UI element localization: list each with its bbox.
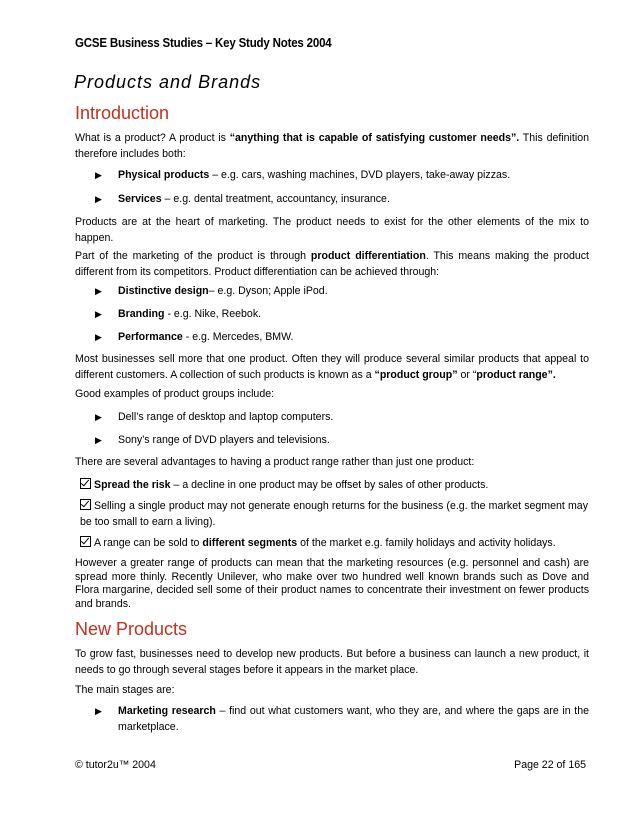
arrow-bullet-icon: ▶ bbox=[95, 435, 102, 445]
list-item bbox=[95, 167, 589, 183]
bullet-text: - e.g. Nike, Reebok. bbox=[164, 308, 262, 320]
arrow-bullet-icon: ▶ bbox=[95, 194, 102, 204]
bullet-term: Physical products bbox=[118, 169, 210, 181]
bullet-text: – e.g. dental treatment, accountancy, insurance. bbox=[161, 193, 390, 205]
intro-paragraph bbox=[75, 130, 589, 162]
text: This definition therefore includes both: bbox=[75, 132, 589, 160]
checklist-item bbox=[80, 498, 588, 530]
bullet-text: – find out what customers want, who they are, and where the gaps are in the marketplace. bbox=[118, 705, 590, 733]
arrow-bullet-icon: ▶ bbox=[95, 286, 102, 296]
key-term: “product group” bbox=[374, 369, 458, 381]
key-term: product range”. bbox=[476, 369, 556, 381]
text: Most businesses sell more that one product. Often they will produce several similar products that appeal to different customers. A collection of such products is known as a bbox=[75, 353, 589, 381]
list-item bbox=[95, 703, 589, 735]
paragraph: There are several advantages to having a product range rather than just one product: bbox=[75, 456, 475, 468]
checklist-item bbox=[80, 535, 588, 551]
text: or “ bbox=[457, 369, 477, 381]
checkbox-icon bbox=[80, 478, 91, 489]
check-text: A range can be sold to bbox=[94, 537, 203, 549]
footer-copyright: © tutor2u™ 2004 bbox=[75, 759, 156, 771]
paragraph: Good examples of product groups include: bbox=[75, 388, 275, 400]
arrow-bullet-icon: ▶ bbox=[95, 412, 102, 422]
arrow-bullet-icon: ▶ bbox=[95, 170, 102, 180]
key-term: product differentiation bbox=[310, 250, 426, 262]
paragraph: However a greater range of products can mean that the marketing resources (e.g. personnel and cash) are spread more thinly. Recently Unilever, who make over two hundred well known brands such as Dove and Flora margarine, decided sell some of their product names to concentrate their investment on fewer products and brands. bbox=[75, 557, 589, 610]
list-item bbox=[95, 329, 589, 345]
arrow-bullet-icon: ▶ bbox=[95, 309, 102, 319]
list-item bbox=[95, 432, 589, 448]
bullet-term: Marketing research bbox=[118, 705, 216, 717]
check-term: Spread the risk bbox=[94, 479, 171, 491]
checkbox-icon bbox=[80, 536, 91, 547]
list-item bbox=[95, 409, 589, 425]
text: What is a product? A product is bbox=[75, 132, 230, 144]
bullet-text: – e.g. Dyson; Apple iPod. bbox=[208, 285, 328, 297]
bullet-term: Branding bbox=[118, 308, 165, 320]
bullet-term: Services bbox=[118, 193, 162, 205]
paragraph bbox=[75, 248, 589, 280]
checklist-item bbox=[80, 477, 588, 493]
bullet-text: - e.g. Mercedes, BMW. bbox=[182, 331, 294, 343]
list-item bbox=[95, 283, 589, 299]
list-item bbox=[95, 191, 589, 207]
checkbox-icon bbox=[80, 499, 91, 510]
check-text: of the market e.g. family holidays and activity holidays. bbox=[297, 537, 556, 549]
arrow-bullet-icon: ▶ bbox=[95, 706, 102, 716]
page-header: GCSE Business Studies – Key Study Notes 2004 bbox=[75, 36, 332, 50]
text: Part of the marketing of the product is through bbox=[75, 250, 311, 262]
text: . This means making the product different from its competitors. Product differentiation can be achieved through: bbox=[75, 250, 589, 278]
paragraph: The main stages are: bbox=[75, 684, 175, 696]
bullet-text: Sony’s range of DVD players and televisions. bbox=[118, 434, 330, 446]
paragraph: To grow fast, businesses need to develop new products. But before a business can launch a new product, it needs to go through several stages before it appears in the market place. bbox=[75, 648, 589, 676]
definition-quote: “anything that is capable of satisfying customer needs”. bbox=[229, 132, 520, 144]
bullet-term: Performance bbox=[118, 331, 183, 343]
check-term: different segments bbox=[202, 537, 298, 549]
paragraph bbox=[75, 351, 589, 383]
bullet-text: – e.g. cars, washing machines, DVD players, take-away pizzas. bbox=[209, 169, 511, 181]
footer-page-number: Page 22 of 165 bbox=[514, 759, 586, 771]
check-text: – a decline in one product may be offset by sales of other products. bbox=[170, 479, 489, 491]
bullet-text: Dell’s range of desktop and laptop computers. bbox=[118, 411, 334, 423]
section-heading-introduction: Introduction bbox=[75, 103, 170, 123]
list-item bbox=[95, 306, 589, 322]
check-text: Selling a single product may not generate enough returns for the business (e.g. the market segment may be too small to earn a living). bbox=[80, 500, 588, 528]
arrow-bullet-icon: ▶ bbox=[95, 332, 102, 342]
page-title: Products and Brands bbox=[74, 72, 262, 92]
bullet-term: Distinctive design bbox=[118, 285, 209, 297]
paragraph: Products are at the heart of marketing. The product needs to exist for the other elements of the mix to happen. bbox=[75, 216, 589, 244]
section-heading-new-products: New Products bbox=[75, 619, 188, 639]
